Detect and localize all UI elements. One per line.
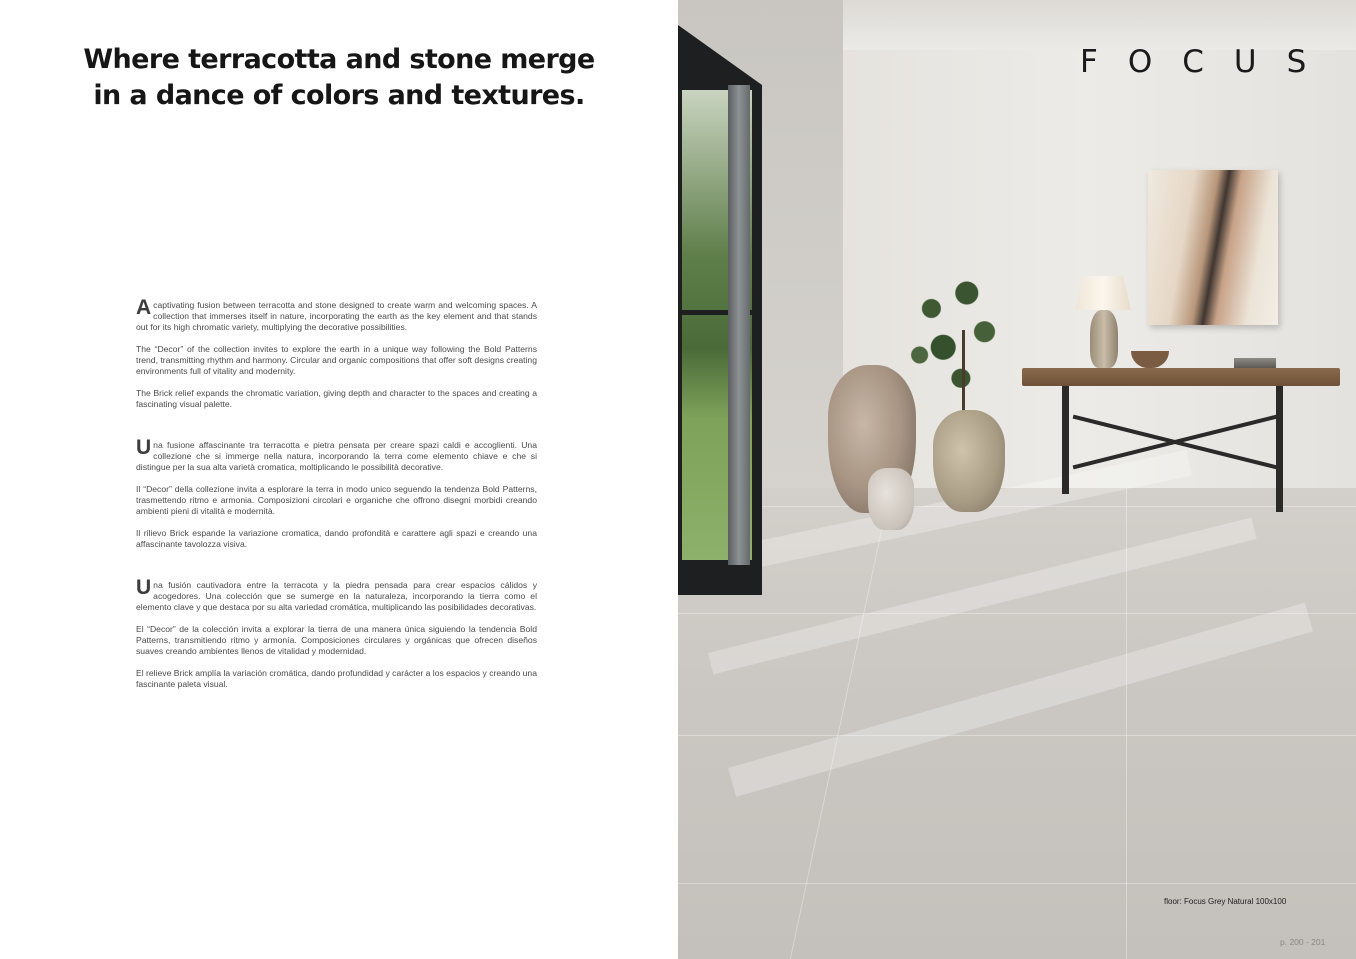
spanish-dropcap: U xyxy=(136,576,152,599)
english-paragraph-1 xyxy=(136,296,537,333)
photo-stone-pillar xyxy=(728,85,750,565)
spanish-text-block xyxy=(136,576,537,690)
photo-console-table xyxy=(1022,368,1340,386)
body-text-column xyxy=(136,296,537,720)
italian-paragraph-1-text: na fusione affascinante tra terracotta e pietra pensata per creare spazi caldi e accoglienti. Una collezione che si immerge nella natura, incorporando la terra come elemento chiave e che si distingue per la sua alta varietà cromatica, moltiplicando le possibilità decorative. xyxy=(136,440,537,472)
page-headline xyxy=(0,42,678,114)
photo-olive-plant xyxy=(896,262,1014,417)
italian-text-block xyxy=(136,436,537,550)
photo-abstract-painting xyxy=(1148,170,1278,325)
interior-photo xyxy=(678,0,1356,959)
photo-books xyxy=(1234,358,1276,368)
photo-caption: floor: Focus Grey Natural 100x100 xyxy=(1164,897,1287,906)
spanish-paragraph-1-text: na fusión cautivadora entre la terracota y la piedra pensada para crear espacios cálidos y acogedores. Una colección que se sumerge en la naturaleza, incorporando la tierra como el elemento clave y que destaca por su alta variedad cromática, multiplicando las posibilidades decorativas. xyxy=(136,580,537,612)
headline-line-1: Where terracotta and stone merge xyxy=(83,44,595,75)
photo-plant-stem xyxy=(962,330,965,415)
brand-logo: FOCUS xyxy=(1080,44,1337,80)
photo-lamp-shade xyxy=(1075,276,1131,310)
italian-paragraph-1 xyxy=(136,436,537,473)
photo-lamp-base xyxy=(1090,310,1118,368)
spanish-paragraph-3: El relieve Brick amplía la variación cromática, dando profundidad y carácter a los espacios y creando una fascinante paleta visual. xyxy=(136,668,537,689)
photo-table-leg xyxy=(1276,386,1283,512)
italian-paragraph-2: Il “Decor” della collezione invita a esplorare la terra in modo unico seguendo la tendenza Bold Patterns, trasmettendo ritmo e armonia. Composizioni circolari e organiche che offrono disegni morbidi creando ambienti pieni di vitalità e modernità. xyxy=(136,484,537,516)
spanish-paragraph-2: El “Decor” de la colección invita a explorar la tierra de una manera única siguiendo la tendencia Bold Patterns, transmitiendo ritmo y armonía. Composiciones circulares y orgánicas que ofrecen diseños suaves creando ambientes llenos de vitalidad y modernidad. xyxy=(136,624,537,656)
photo-table-leg xyxy=(1062,386,1069,494)
italian-dropcap: U xyxy=(136,436,152,459)
english-text-block xyxy=(136,296,537,410)
page-number: p. 200 - 201 xyxy=(1280,937,1326,947)
english-paragraph-3: The Brick relief expands the chromatic variation, giving depth and character to the spaces and creating a fascinating visual palette. xyxy=(136,388,537,409)
english-paragraph-1-text: captivating fusion between terracotta and stone designed to create warm and welcoming spaces. A collection that immerses itself in nature, incorporating the earth as the key element and that stands out for its high chromatic variety, multiplying the decorative possibilities. xyxy=(136,300,537,332)
spanish-paragraph-1 xyxy=(136,576,537,613)
photo-tile-floor xyxy=(678,488,1356,959)
photo-small-vase xyxy=(868,468,914,530)
headline-line-2: in a dance of colors and textures. xyxy=(93,80,585,111)
english-paragraph-2: The “Decor” of the collection invites to explore the earth in a unique way following the Bold Patterns trend, transmitting rhythm and harmony. Circular and organic compositions that offer soft designs creating environments full of vitality and modernity. xyxy=(136,344,537,376)
english-dropcap: A xyxy=(136,296,152,319)
photo-ceiling xyxy=(838,0,1356,50)
photo-medium-vase xyxy=(933,410,1005,512)
italian-paragraph-3: Il rilievo Brick espande la variazione cromatica, dando profondità e carattere agli spazi e creando una affascinante tavolozza visiva. xyxy=(136,528,537,549)
